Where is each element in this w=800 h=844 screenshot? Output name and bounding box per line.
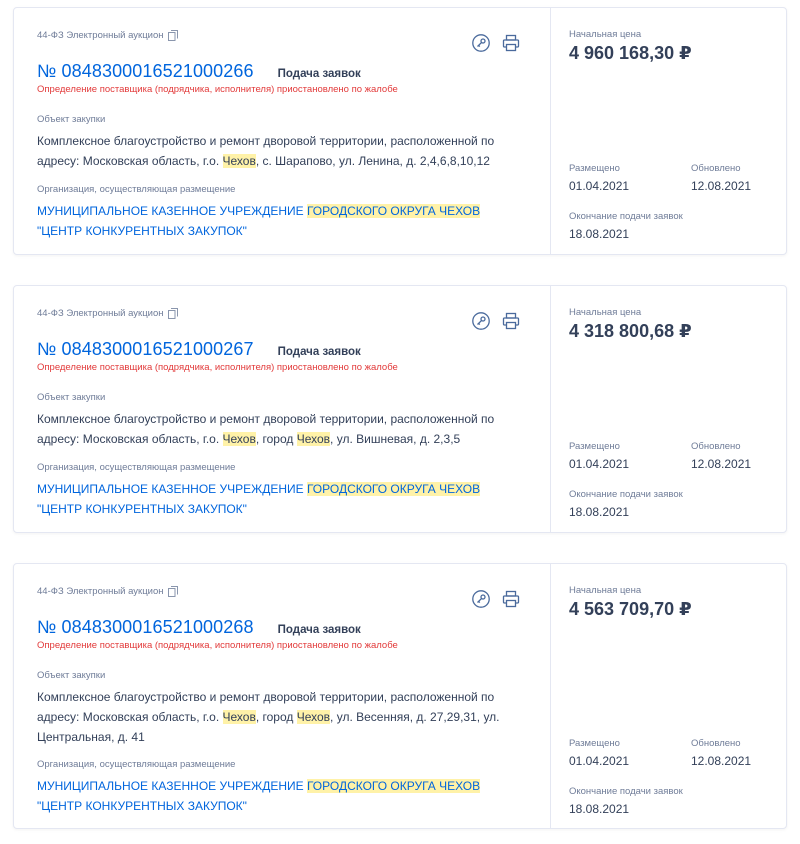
purchase-main-info [14,8,550,254]
updated-label: Обновлено [691,738,741,749]
text-part: Комплексное благоустройство и ремонт дворовой территории, расположенной по адресу: Московская область, г.о. [37,690,495,724]
placed-date: 01.04.2021 [569,179,630,193]
end-label: Окончание подачи заявок [569,211,683,222]
price-value: 4 960 168,30 ₽ [569,43,692,63]
text-part: , с. Шарапово, ул. Ленина, д. 2,4,6,8,10,12 [255,154,490,168]
purchase-card [13,285,787,533]
printer-icon[interactable] [501,589,521,609]
placed-label: Размещено [569,738,620,749]
status-label: Подача заявок [277,68,361,80]
copy-icon[interactable] [168,308,178,319]
object-label: Объект закупки [37,670,106,681]
text-part: , ул. Вишневая, д. 2,3,5 [330,432,461,446]
suspension-warning: Определение поставщика (подрядчика, исполнителя) приостановлено по жалобе [37,640,398,651]
text-part: , город [255,432,297,446]
text-part: , ул. Весенняя, д. 27,29,31, ул. Центральная, д. 41 [37,710,500,744]
copy-icon[interactable] [168,586,178,597]
search-highlight: ГОРОДСКОГО ОКРУГА ЧЕХОВ [306,779,481,793]
status-label: Подача заявок [277,624,361,636]
purchase-card [13,563,787,829]
end-date: 18.08.2021 [569,505,630,519]
object-label: Объект закупки [37,114,106,125]
organization-label: Организация, осуществляющая размещение [37,184,236,195]
purchase-number-link[interactable]: № 0848300016521000268 [37,617,254,637]
price-value: 4 563 709,70 ₽ [569,599,692,619]
text-part: МУНИЦИПАЛЬНОЕ КАЗЕННОЕ УЧРЕЖДЕНИЕ [37,204,307,218]
placed-date: 01.04.2021 [569,457,630,471]
placed-label: Размещено [569,441,620,452]
copy-icon[interactable] [168,30,178,41]
text-part: "ЦЕНТР КОНКУРЕНТНЫХ ЗАКУПОК" [37,224,247,238]
end-date: 18.08.2021 [569,227,630,241]
price-label: Начальная цена [569,307,642,318]
purchase-price-info [550,286,786,532]
search-highlight: Чехов [222,154,256,168]
search-highlight: Чехов [296,432,331,446]
organization-label: Организация, осуществляющая размещение [37,462,236,473]
end-date: 18.08.2021 [569,802,630,816]
updated-date: 12.08.2021 [691,754,752,768]
organization-label: Организация, осуществляющая размещение [37,759,236,770]
purchase-price-info [550,564,786,828]
purchase-main-info [14,564,550,828]
text-part: МУНИЦИПАЛЬНОЕ КАЗЕННОЕ УЧРЕЖДЕНИЕ [37,482,307,496]
text-part: "ЦЕНТР КОНКУРЕНТНЫХ ЗАКУПОК" [37,799,247,813]
number-row [37,61,361,82]
printer-icon[interactable] [501,311,521,331]
text-part: Комплексное благоустройство и ремонт дворовой территории, расположенной по адресу: Московская область, г.о. [37,412,495,446]
purchase-price-info [550,8,786,254]
updated-label: Обновлено [691,163,741,174]
law-type-row [37,308,178,319]
updated-label: Обновлено [691,441,741,452]
law-type: 44-ФЗ Электронный аукцион [37,586,164,597]
text-part: МУНИЦИПАЛЬНОЕ КАЗЕННОЕ УЧРЕЖДЕНИЕ [37,779,307,793]
key-icon[interactable] [471,311,491,331]
placed-label: Размещено [569,163,620,174]
search-highlight: Чехов [296,710,331,724]
card-actions [471,589,521,609]
end-label: Окончание подачи заявок [569,489,683,500]
object-label: Объект закупки [37,392,106,403]
printer-icon[interactable] [501,33,521,53]
updated-date: 12.08.2021 [691,179,752,193]
key-icon[interactable] [471,33,491,53]
purchase-number-link[interactable]: № 0848300016521000267 [37,339,254,359]
card-actions [471,33,521,53]
object-description [37,131,527,171]
organization-link[interactable] [37,776,527,816]
search-highlight: ГОРОДСКОГО ОКРУГА ЧЕХОВ [306,204,481,218]
end-label: Окончание подачи заявок [569,786,683,797]
updated-date: 12.08.2021 [691,457,752,471]
law-type: 44-ФЗ Электронный аукцион [37,30,164,41]
law-type-row [37,586,178,597]
purchase-number-link[interactable]: № 0848300016521000266 [37,61,254,81]
search-highlight: Чехов [222,710,256,724]
placed-date: 01.04.2021 [569,754,630,768]
price-value: 4 318 800,68 ₽ [569,321,692,341]
object-description [37,687,527,747]
text-part: "ЦЕНТР КОНКУРЕНТНЫХ ЗАКУПОК" [37,502,247,516]
purchase-card [13,7,787,255]
search-highlight: ГОРОДСКОГО ОКРУГА ЧЕХОВ [306,482,481,496]
number-row [37,617,361,638]
text-part: , город [255,710,297,724]
organization-link[interactable] [37,479,527,519]
law-type-row [37,30,178,41]
suspension-warning: Определение поставщика (подрядчика, исполнителя) приостановлено по жалобе [37,362,398,373]
search-highlight: Чехов [222,432,256,446]
card-actions [471,311,521,331]
price-label: Начальная цена [569,585,642,596]
status-label: Подача заявок [277,346,361,358]
number-row [37,339,361,360]
key-icon[interactable] [471,589,491,609]
text-part: Комплексное благоустройство и ремонт дворовой территории, расположенной по адресу: Московская область, г.о. [37,134,495,168]
suspension-warning: Определение поставщика (подрядчика, исполнителя) приостановлено по жалобе [37,84,398,95]
organization-link[interactable] [37,201,527,241]
purchase-main-info [14,286,550,532]
law-type: 44-ФЗ Электронный аукцион [37,308,164,319]
object-description [37,409,527,449]
price-label: Начальная цена [569,29,642,40]
